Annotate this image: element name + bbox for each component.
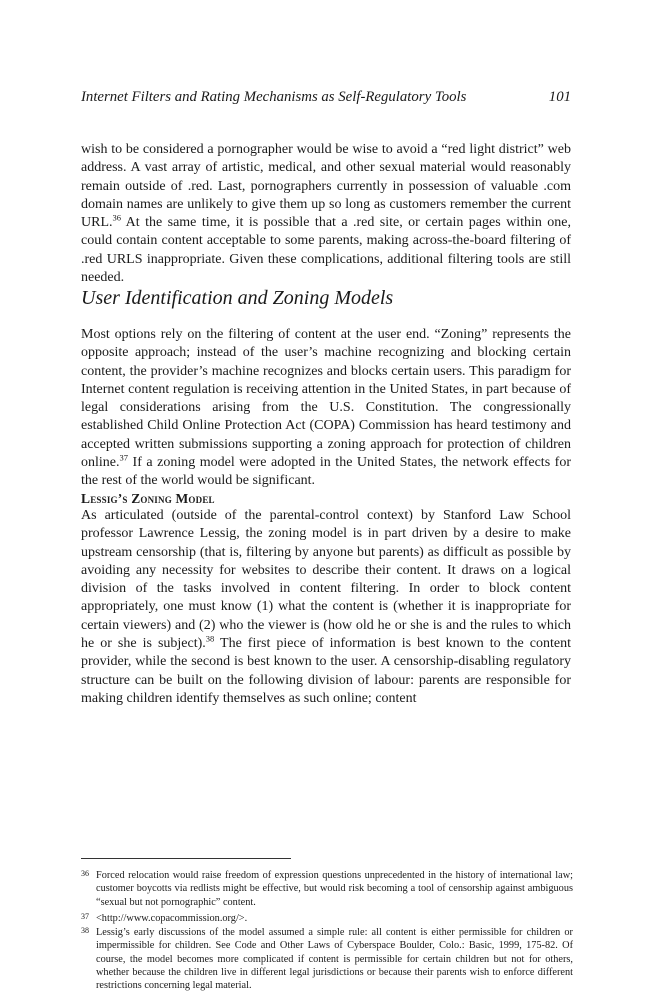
footnote-mark: 38 (81, 926, 89, 935)
footnote-ref-37[interactable]: 37 (119, 452, 128, 463)
paragraph-text: wish to be considered a pornographer would be wise to avoid a “red light district” web address. A vast array of artistic, medical, and other sexual material would reasonably remain outside of .red. Last, pornographers currently in possession of valuable .com domain names are unlikely to give them up so long as customers remember the current URL. (81, 142, 571, 231)
body-paragraph-3 (81, 507, 571, 708)
footnote-38 (81, 926, 573, 992)
subheading: Lessig’s Zoning Model (81, 491, 215, 506)
footnote-36 (81, 869, 573, 909)
footnote-ref-38[interactable]: 38 (205, 633, 215, 644)
footnote-text: Lessig’s early discussions of the model assumed a simple rule: all content is either permissible for children or impermissible for children. See Code and Other Laws of Cyberspace Boulder, Colo.: Basic, 1999, 175-82. Of course, the model becomes more complicated if content is permissible for certain children but not for others, whether because the children live in different legal jurisdictions or because their parents wish to enforce different restrictions concerning legal material. (96, 927, 573, 992)
page-number: 101 (548, 89, 571, 105)
paragraph-text: Most options rely on the filtering of content at the user end. “Zoning” represents the opposite approach; instead of the user’s machine recognizing and blocking certain content, the provider’s machine recognizes and blocks certain users. This paradigm for Internet content regulation is receiving attention in the United States, in part because of legal considerations arising from the U.S. Constitution. The congressionally established Child Online Protection Act (COPA) Commission has heard testimony and accepted written submissions supporting a zoning approach for protection of children online. (81, 327, 571, 471)
running-title: Internet Filters and Rating Mechanisms as Self-Regulatory Tools (81, 89, 467, 105)
footnote-37 (81, 912, 573, 925)
footnote-ref-36[interactable]: 36 (112, 212, 121, 223)
section-heading: User Identification and Zoning Models (81, 287, 394, 309)
footnote-divider (81, 858, 291, 859)
running-header (81, 89, 571, 111)
paragraph-text: At the same time, it is possible that a .red site, or certain pages within one, could contain content acceptable to some parents, making across-the-board filtering of .red URLS inappropriate. Given these complications, additional filtering tools are still needed. (81, 215, 571, 286)
paragraph-text: If a zoning model were adopted in the United States, the network effects for the rest of the world would be significant. (81, 455, 571, 489)
footnote-mark: 37 (81, 912, 89, 921)
paragraph-text: As articulated (outside of the parental-control context) by Stanford Law School professor Lawrence Lessig, the zoning model is in part driven by a desire to make upstream censorship (that is, filtering by anyone but parents) as difficult as possible by avoiding any necessity for websites to describe their content. It draws on a logical division of the tasks involved in content filtering. In order to block content appropriately, one must know (1) what the content is (whether it is inappropriate for certain viewers) and (2) who the viewer is (how old he or she is and the rules to which he or she is subject). (81, 508, 571, 652)
footnote-text[interactable]: <http://www.copacommission.org/>. (96, 913, 248, 924)
footnote-mark: 36 (81, 869, 89, 878)
paragraph-text: The first piece of information is best known to the content provider, while the second is best known to the user. A censorship-disabling regulatory structure can be built on the following division of labour: parents are responsible for making children identify themselves as such online; content (81, 636, 571, 706)
body-paragraph-2 (81, 326, 571, 491)
footnote-text: Forced relocation would raise freedom of expression questions unprecedented in the history of international law; customer boycotts via redlists might be effective, but would risk becoming a tool of censorship against ambiguous “sexual but not pornographic” content. (96, 870, 573, 908)
body-paragraph-1 (81, 141, 571, 287)
